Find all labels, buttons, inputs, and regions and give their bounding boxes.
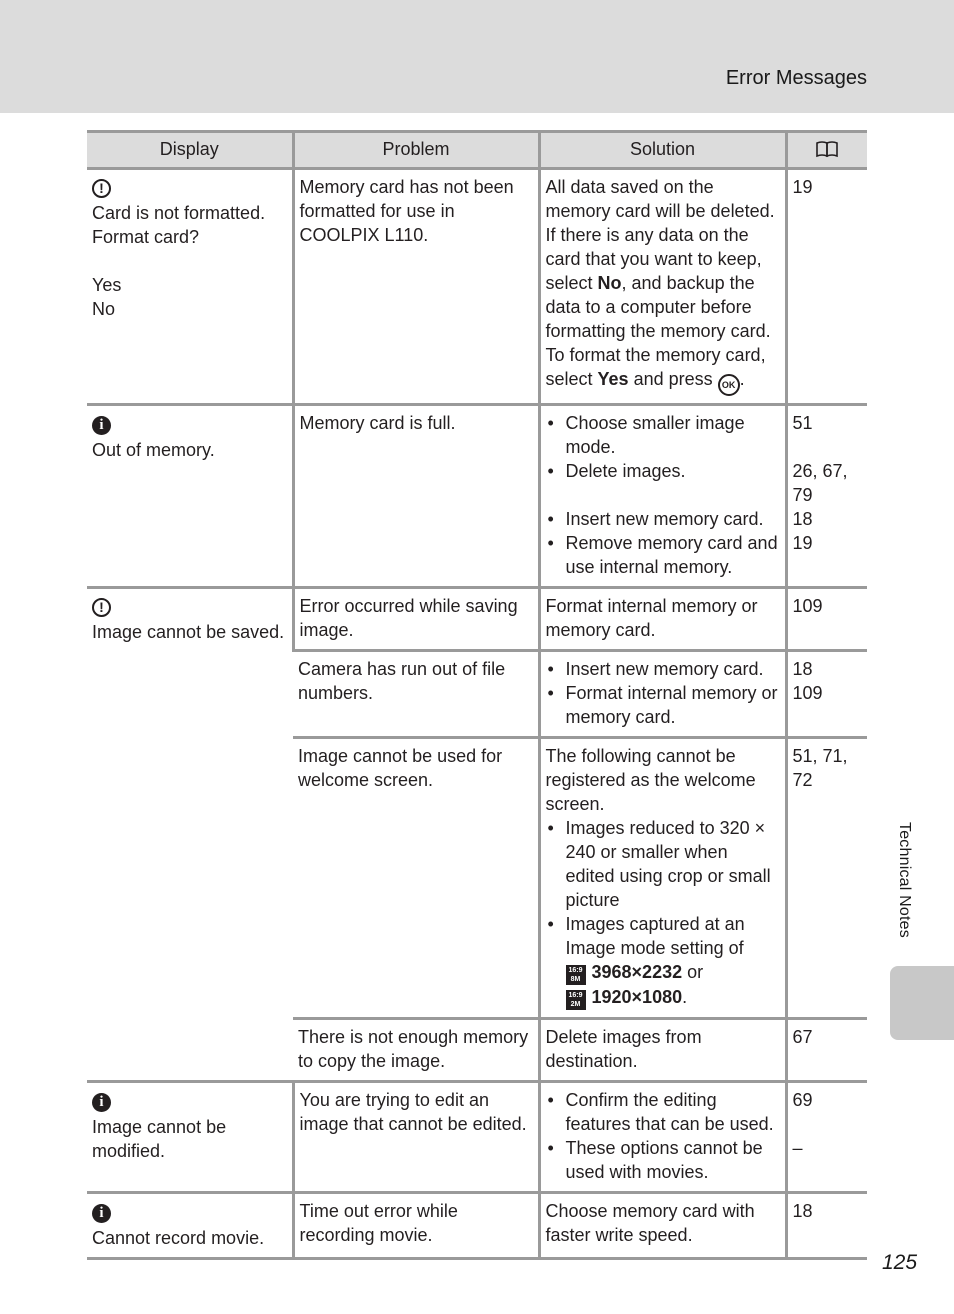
list-item: • Images reduced to 320 × 240 or smaller when edited using crop or small picture <box>546 816 780 912</box>
problem-cell: Memory card has not been formatted for use in COOLPIX L110. <box>293 169 539 405</box>
display-cell <box>87 1193 293 1259</box>
problem-cell: Memory card is full. <box>293 405 539 588</box>
problem-cell: There is not enough memory to copy the image. <box>293 1019 539 1082</box>
display-text: Card is not formatted. <box>92 203 266 223</box>
solution-text: and press <box>628 369 718 389</box>
solution-text: . <box>739 369 745 389</box>
header-page-reference <box>786 132 867 169</box>
list-item-text: Images captured at an Image mode setting of <box>565 914 745 958</box>
solution-list <box>546 1088 780 1184</box>
solution-cell <box>539 1082 786 1193</box>
page-ref-cell: 67 <box>786 1019 867 1082</box>
page-ref: – <box>792 1138 803 1158</box>
solution-cell <box>539 738 786 1019</box>
list-item: • Choose smaller image mode. <box>546 411 780 459</box>
page-ref-cell <box>786 405 867 588</box>
side-section-label: Technical Notes <box>896 822 913 938</box>
warning-icon: ! <box>92 179 111 198</box>
problem-cell: Error occurred while saving image. <box>293 588 539 651</box>
solution-cell: Format internal memory or memory card. <box>539 588 786 651</box>
header-display: Display <box>87 132 293 169</box>
page-ref-cell: 51, 71, 72 <box>786 738 867 1019</box>
image-mode-value: 3968×2232 <box>591 962 683 982</box>
display-text: Image cannot be saved. <box>92 622 285 642</box>
info-icon: i <box>92 416 111 435</box>
display-text: Image cannot be modified. <box>92 1117 227 1161</box>
solution-text: All data saved on the memory card will be deleted. If there is any data on the card that you want to keep, select <box>545 177 775 293</box>
solution-list <box>546 411 780 579</box>
display-cell <box>87 169 293 405</box>
display-cell <box>87 1082 293 1193</box>
list-item-text: or <box>682 962 704 982</box>
section-tab <box>890 966 954 1040</box>
list-item: • Remove memory card and use internal memory. <box>546 531 780 579</box>
page-ref-cell <box>786 651 867 738</box>
section-title: Error Messages <box>725 67 867 89</box>
page-ref: 26, 67, 79 <box>792 461 848 505</box>
image-mode-16-9-8m-icon: 16:9 8M <box>566 965 586 985</box>
table-row <box>87 405 867 588</box>
table-row <box>87 1082 867 1193</box>
list-item: • Format internal memory or memory card. <box>546 681 780 729</box>
image-mode-16-9-2m-icon: 16:9 2M <box>566 990 586 1010</box>
header-problem: Problem <box>293 132 539 169</box>
warning-icon: ! <box>92 598 111 617</box>
list-item: • Insert new memory card. <box>546 657 780 681</box>
table-row <box>87 588 867 651</box>
solution-list <box>546 816 780 1010</box>
solution-bold-yes: Yes <box>597 369 629 389</box>
page-ref: 18 <box>792 659 813 679</box>
page-ref: 19 <box>792 533 813 553</box>
header-band <box>0 0 954 113</box>
header-solution: Solution <box>539 132 786 169</box>
table-header-row <box>87 132 867 169</box>
problem-cell: Time out error while recording movie. <box>293 1193 539 1259</box>
solution-text: , and backup the data to a computer before formatting the memory card. To format the memory card, select <box>545 273 771 389</box>
error-messages-table <box>87 130 867 1260</box>
solution-cell <box>539 169 786 405</box>
list-item: • Insert new memory card. <box>546 507 780 531</box>
solution-bold-no: No <box>597 273 622 293</box>
solution-cell: Delete images from destination. <box>539 1019 786 1082</box>
ok-button-icon: OK <box>718 374 740 396</box>
page-ref-cell: 18 <box>786 1193 867 1259</box>
solution-list <box>546 657 780 729</box>
page-ref-cell: 19 <box>786 169 867 405</box>
list-item <box>546 912 780 1010</box>
solution-cell <box>539 651 786 738</box>
solution-text: The following cannot be registered as the welcome screen. <box>545 746 756 814</box>
table-row <box>87 1193 867 1259</box>
display-text: Cannot record movie. <box>92 1228 265 1248</box>
list-item-text: . <box>682 987 688 1007</box>
problem-cell: Camera has run out of file numbers. <box>293 651 539 738</box>
page-ref: 51 <box>792 413 813 433</box>
list-item: • Delete images. <box>546 459 780 483</box>
page-number: 125 <box>882 1251 918 1274</box>
display-cell <box>87 588 293 1082</box>
option-no: No <box>92 299 116 319</box>
page-ref: 109 <box>792 683 823 703</box>
page-ref: 18 <box>792 509 813 529</box>
list-item: • Confirm the editing features that can be used. <box>546 1088 780 1136</box>
page-ref: 69 <box>792 1090 813 1110</box>
info-icon: i <box>92 1093 111 1112</box>
page-ref-cell <box>786 1082 867 1193</box>
image-mode-value: 1920×1080 <box>591 987 683 1007</box>
display-text: Out of memory. <box>92 440 215 460</box>
page-ref-cell: 109 <box>786 588 867 651</box>
option-yes: Yes <box>92 275 122 295</box>
solution-cell: Choose memory card with faster write speed. <box>539 1193 786 1259</box>
list-item: • These options cannot be used with movies. <box>546 1136 780 1184</box>
book-icon <box>815 140 839 158</box>
info-icon: i <box>92 1204 111 1223</box>
problem-cell: You are trying to edit an image that cannot be edited. <box>293 1082 539 1193</box>
display-cell <box>87 405 293 588</box>
solution-cell <box>539 405 786 588</box>
problem-cell: Image cannot be used for welcome screen. <box>293 738 539 1019</box>
display-text: Format card? <box>92 227 200 247</box>
table-row <box>87 169 867 405</box>
